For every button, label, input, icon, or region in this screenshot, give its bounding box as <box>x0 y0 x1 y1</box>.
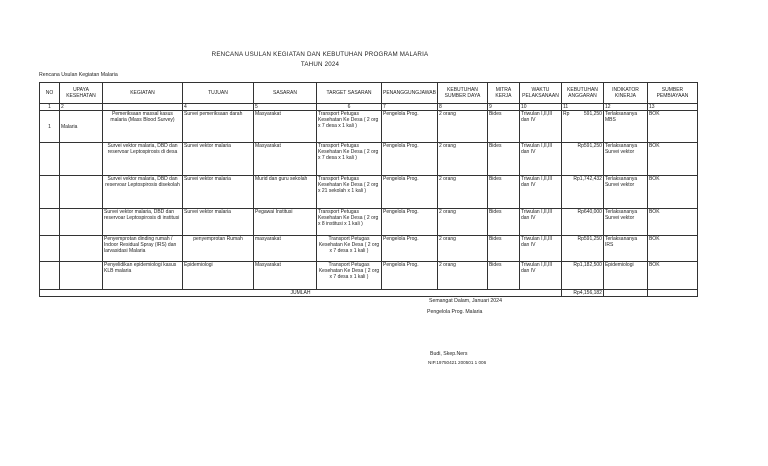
cell-penanggungjawab: Pengelola Prog. <box>382 262 438 290</box>
cell-tujuan: Epidemiologi <box>183 262 254 290</box>
cell-kegiatan: Survei vektor malaria, DBD dan reservoar Leptospirosis di institusi <box>103 209 183 236</box>
cell-sumber-daya: 2 orang <box>437 176 487 209</box>
cell-anggaran: Rp591,250 <box>561 236 603 262</box>
cell-tujuan: penyemprotan Rumah <box>183 236 254 262</box>
cell-tujuan: Survei vektor malaria <box>183 176 254 209</box>
cell-waktu: Triwulan I,II,III dan IV <box>519 176 561 209</box>
cell-sasaran: Masyarakat <box>254 111 317 143</box>
table-row <box>40 143 698 176</box>
col-number: 8 <box>437 104 487 111</box>
cell-mitra: Bides <box>487 209 519 236</box>
cell-mitra: Bides <box>487 176 519 209</box>
cell-tujuan: Survei pemeriksaan darah <box>183 111 254 143</box>
cell-target: Transport Petugas Kesehatan Ke Desa ( 2 org x 7 desa x 1 kali ) <box>317 111 382 143</box>
cell-penanggungjawab: Pengelola Prog. <box>382 236 438 262</box>
cell-penanggungjawab: Pengelola Prog. <box>382 209 438 236</box>
signature-place-date: Semangat Dalam, Januari 2024 <box>429 298 502 304</box>
col-number: 10 <box>519 104 561 111</box>
cell-no <box>40 262 60 290</box>
header-row <box>40 83 698 104</box>
document-title: RENCANA USULAN KEGIATAN DAN KEBUTUHAN PROGRAM MALARIA <box>211 51 429 58</box>
col-number: 9 <box>487 104 519 111</box>
cell-upaya <box>60 143 103 176</box>
cell-mitra: Bides <box>487 236 519 262</box>
cell-upaya <box>60 262 103 290</box>
table-row <box>40 236 698 262</box>
cell-indikator: Terlaksananya Survei vektor <box>603 176 647 209</box>
cell-sasaran: masyarakat <box>254 236 317 262</box>
cell-tujuan: Survei vektor malaria <box>183 209 254 236</box>
cell-target: Transport Petugas Kesehatan Ke Desa ( 2 org x 8 institusi x 1 kali ) <box>317 209 382 236</box>
col-header-sumber-daya: KEBUTUHAN SUMBER DAYA <box>437 83 487 104</box>
signature-role: Pengelola Prog. Malaria <box>427 309 483 315</box>
cell-no <box>40 236 60 262</box>
cell-upaya: Malaria <box>60 111 103 143</box>
cell-target: Transport Petugas Kesehatan Ke Desa ( 2 org x 7 desa x 1 kali ) <box>317 262 382 290</box>
cell-no <box>40 209 60 236</box>
cell-waktu: Triwulan I,II,III dan IV <box>519 209 561 236</box>
cell-sasaran: Pegawai Institusi <box>254 209 317 236</box>
signature-name: Budi, Skep.Ners <box>430 351 468 357</box>
cell-anggaran: Rp591,250 <box>561 143 603 176</box>
cell-no <box>40 143 60 176</box>
col-number: 7 <box>382 104 438 111</box>
amount: 591,250 <box>583 111 602 117</box>
cell-sumber: BOK <box>647 111 697 143</box>
col-header-tujuan: TUJUAN <box>183 83 254 104</box>
cell-mitra: Bides <box>487 262 519 290</box>
total-row <box>40 290 698 297</box>
cell-indikator: Terlaksananya Survei vektor <box>603 143 647 176</box>
cell-kegiatan: Survei vektor malaria, DBD dan reservoar Leptospirosis disekolah <box>103 176 183 209</box>
table-caption: Rencana Usulan Kegiatan Malaria <box>39 72 118 78</box>
cell-anggaran: Rp1,182,500 <box>561 262 603 290</box>
total-empty <box>647 290 697 297</box>
col-number: 4 <box>183 104 254 111</box>
cell-waktu: Triwulan I,II,III dan IV <box>519 111 561 143</box>
cell-penanggungjawab: Pengelola Prog. <box>382 143 438 176</box>
cell-sumber: BOK <box>647 209 697 236</box>
cell-anggaran: Rp640,000 <box>561 209 603 236</box>
cell-target: Transport Petugas Kesehatan Ke Desa ( 2 org x 7 desa x 1 kali ) <box>317 143 382 176</box>
cell-indikator: Epidemiologi <box>603 262 647 290</box>
col-header-mitra: MITRA KERJA <box>487 83 519 104</box>
col-header-sumber-pembiayaan: SUMBER PEMBIAYAAN <box>647 83 697 104</box>
cell-sumber-daya: 2 orang <box>437 262 487 290</box>
col-header-kegiatan: KEGIATAN <box>103 83 183 104</box>
cell-sumber-daya: 2 orang <box>437 209 487 236</box>
cell-target: Transport Petugas Kesehatan Ke Desa ( 2 org x 21 sekolah x 1 kali ) <box>317 176 382 209</box>
col-number: 13 <box>647 104 697 111</box>
cell-sasaran: Masyarakat <box>254 143 317 176</box>
cell-kegiatan: Pemeriksaan massal kasus malaria (Mass Blood Survey) <box>103 111 183 143</box>
cell-sumber: BOK <box>647 143 697 176</box>
cell-kegiatan: Penyelidikan epidemiologi kasus KLB malaria <box>103 262 183 290</box>
cell-penanggungjawab: Pengelola Prog. <box>382 176 438 209</box>
col-header-indikator: INDIKATOR KINERJA <box>603 83 647 104</box>
cell-target: Transport Petugas Kesehatan Ke Desa ( 2 org x 7 desa x 1 kali ) <box>317 236 382 262</box>
cell-kegiatan: Penyemprotan dinding rumah / Indoor Residual Spray (IRS) dan larvasidasi Malaria <box>103 236 183 262</box>
col-header-target: TARGET SASARAN <box>317 83 382 104</box>
cell-sasaran: Masyarakat <box>254 262 317 290</box>
cell-indikator: Terlaksananya MBS <box>603 111 647 143</box>
total-empty <box>603 290 647 297</box>
col-number: 2 <box>60 104 103 111</box>
cell-penanggungjawab: Pengelola Prog. <box>382 111 438 143</box>
cell-indikator: Terlaksananya IRS <box>603 236 647 262</box>
cell-no: 1 <box>40 111 60 143</box>
cell-sumber: BOK <box>647 176 697 209</box>
table-row <box>40 262 698 290</box>
cell-sumber: BOK <box>647 236 697 262</box>
signature-nip: NIP.19750421 200501 1 006 <box>428 360 487 365</box>
activity-table <box>39 82 698 297</box>
col-header-upaya: UPAYA KESEHATAN <box>60 83 103 104</box>
table-row <box>40 176 698 209</box>
table-row <box>40 111 698 143</box>
col-number: 12 <box>603 104 647 111</box>
cell-sumber-daya: 2 orang <box>437 236 487 262</box>
cell-sumber-daya: 2 orang <box>437 111 487 143</box>
cell-anggaran <box>561 111 603 143</box>
table-row <box>40 209 698 236</box>
cell-waktu: Triwulan I,II,III dan IV <box>519 236 561 262</box>
col-header-anggaran: KEBUTUHAN ANGGARAN <box>561 83 603 104</box>
col-number-empty <box>103 104 183 111</box>
cell-upaya <box>60 209 103 236</box>
col-number: 11 <box>561 104 603 111</box>
cell-no <box>40 176 60 209</box>
col-number: 1 <box>40 104 60 111</box>
col-header-sasaran: SASARAN <box>254 83 317 104</box>
column-number-row <box>40 104 698 111</box>
currency-symbol: Rp <box>562 111 570 117</box>
cell-mitra: Bides <box>487 111 519 143</box>
cell-anggaran: Rp1,742,432 <box>561 176 603 209</box>
col-header-no: NO <box>40 83 60 104</box>
col-number: 6 <box>317 104 382 111</box>
cell-sumber: BOK <box>647 262 697 290</box>
cell-indikator: Terlaksananya Survei vektor <box>603 209 647 236</box>
total-label: JUMLAH <box>40 290 562 297</box>
cell-kegiatan: Survei vektor malaria, DBD dan reservoar Leptospirosis di desa <box>103 143 183 176</box>
cell-waktu: Triwulan I,II,III dan IV <box>519 143 561 176</box>
cell-upaya <box>60 176 103 209</box>
cell-mitra: Bides <box>487 143 519 176</box>
total-value: Rp4,156,182 <box>561 290 603 297</box>
cell-sasaran: Murid dan guru sekolah <box>254 176 317 209</box>
cell-tujuan: Survei vektor malaria <box>183 143 254 176</box>
cell-waktu: Triwulan I,II,III dan IV <box>519 262 561 290</box>
col-number: 5 <box>254 104 317 111</box>
cell-upaya <box>60 236 103 262</box>
col-header-penanggungjawab: PENANGGUNGJAWAB <box>382 83 438 104</box>
document-year: TAHUN 2024 <box>300 61 340 68</box>
cell-sumber-daya: 2 orang <box>437 143 487 176</box>
col-header-waktu: WAKTU PELAKSANAAN <box>519 83 561 104</box>
